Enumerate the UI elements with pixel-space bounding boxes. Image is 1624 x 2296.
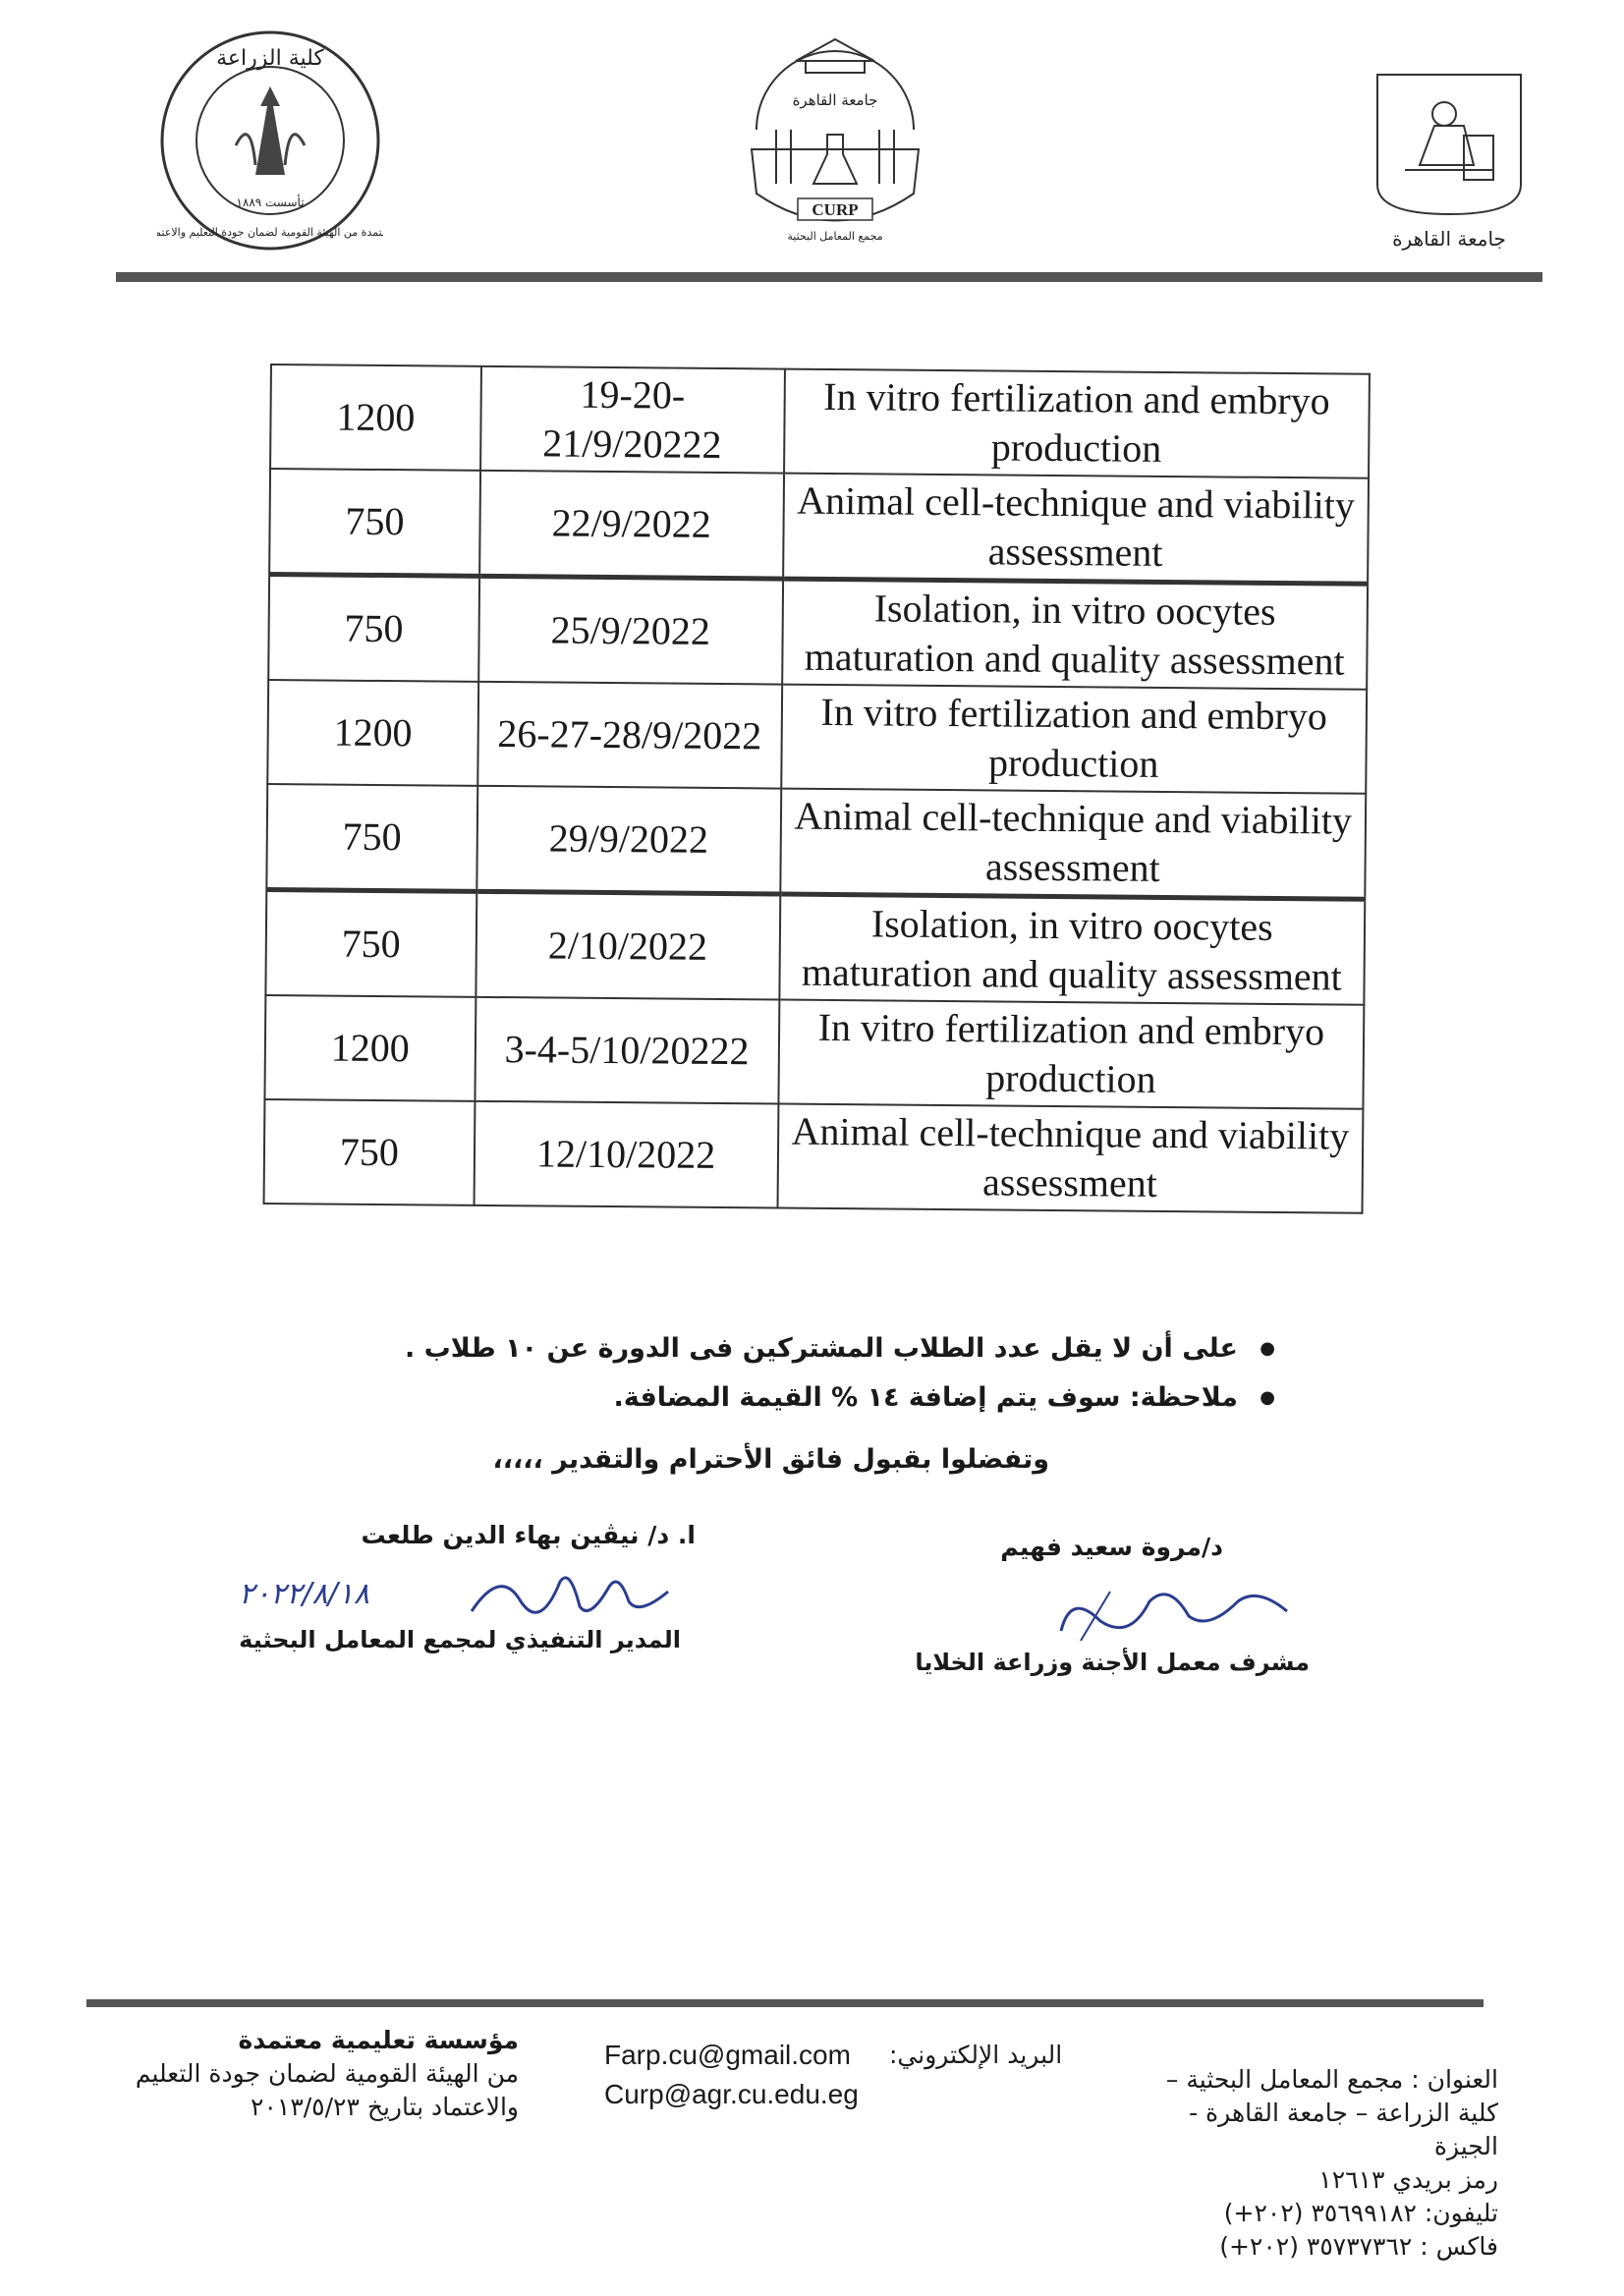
email-address-2: Curp@agr.cu.edu.eg — [604, 2079, 859, 2109]
date-cell: 29/9/2022 — [476, 786, 781, 894]
course-title-cell: Animal cell-technique and viability assessment — [777, 1104, 1363, 1213]
table-row — [264, 995, 1364, 1109]
table-row — [265, 889, 1365, 1004]
right-signature-scribble-icon — [1041, 1572, 1316, 1651]
center-logo-bottom-text: مجمع المعامل البحثية — [787, 230, 883, 243]
fee-cell: 750 — [269, 469, 480, 576]
fee-cell: 750 — [265, 889, 476, 996]
curp-logo — [737, 22, 933, 248]
notes-list — [391, 1324, 1275, 1423]
date-cell: 2/10/2022 — [476, 891, 780, 999]
phone-number: تليفون: ٣٥٦٩٩١٨٢ (٢٠٢+) — [1223, 2199, 1498, 2227]
center-logo-top-text: جامعة القاهرة — [792, 91, 878, 109]
table-row — [269, 469, 1369, 584]
address-line-3: الجيزة — [1433, 2132, 1498, 2160]
right-signatory-name: د/مروة سعيد فهيم — [1000, 1533, 1223, 1561]
closing-salutation: وتفضلوا بقبول فائق الأحترام والتقدير ،،،،، — [492, 1444, 1049, 1475]
course-schedule-table — [263, 364, 1371, 1214]
note-min-students: ● على أن لا يقل عدد الطلاب المشتركين فى الدورة عن ١٠ طلاب . — [391, 1324, 1275, 1373]
date-cell: 26-27-28/9/2022 — [477, 682, 782, 789]
date-cell: 3-4-5/10/20222 — [475, 997, 779, 1104]
course-title-cell: Isolation, in vitro oocytes maturation and quality assessment — [782, 579, 1368, 690]
left-logo-ring-text: معتمدة من الهيئة القومية لضمان جودة التعليم والاعتماد — [157, 226, 383, 239]
email-address-1: Farp.cu@gmail.com — [604, 2040, 851, 2070]
table-row — [266, 784, 1366, 899]
cairo-university-logo — [1366, 67, 1533, 258]
right-logo-text: جامعة القاهرة — [1392, 227, 1506, 251]
date-cell: 12/10/2022 — [474, 1101, 778, 1208]
course-title-cell: Animal cell-technique and viability assessment — [783, 474, 1369, 585]
fax-number: فاكس : ٣٥٧٣٧٣٦٢ (٢٠٢+) — [1219, 2232, 1498, 2261]
table-row — [268, 575, 1368, 690]
header-divider — [116, 272, 1542, 282]
date-cell: 19-20-21/9/20222 — [480, 366, 785, 474]
left-signatory-name: ا. د/ نيڤين بهاء الدين طلعت — [361, 1521, 696, 1549]
left-logo-title: كلية الزراعة — [216, 46, 324, 71]
fee-cell: 750 — [266, 784, 477, 891]
faculty-of-agriculture-logo — [157, 28, 383, 253]
fee-cell: 750 — [268, 575, 479, 682]
postal-code: رمز بريدي ١٢٦١٣ — [1318, 2165, 1498, 2194]
course-title-cell: In vitro fertilization and embryo production — [781, 685, 1367, 794]
fee-cell: 1200 — [270, 364, 481, 471]
course-title-cell: Isolation, in vitro oocytes maturation and quality assessment — [779, 894, 1365, 1005]
course-table-body — [264, 364, 1370, 1213]
address-block — [1125, 2063, 1498, 2264]
accreditation-title: مؤسسة تعليمية معتمدة — [238, 2026, 519, 2054]
cairo-university-shield-icon — [1366, 67, 1533, 258]
accreditation-line-2: والاعتماد بتاريخ ٢٠١٣/٥/٢٣ — [251, 2093, 519, 2121]
address-line-1: العنوان : مجمع المعامل البحثية – — [1165, 2065, 1498, 2094]
address-line-2: كلية الزراعة – جامعة القاهرة - — [1189, 2099, 1498, 2127]
fee-cell: 1200 — [267, 680, 478, 786]
footer-divider — [86, 1999, 1484, 2007]
course-title-cell: Animal cell-technique and viability assessment — [780, 789, 1366, 900]
accreditation-line-1: من الهيئة القومية لضمان جودة التعليم — [135, 2059, 519, 2088]
center-logo-badge: CURP — [812, 200, 859, 219]
date-cell: 22/9/2022 — [479, 471, 784, 579]
note-vat: ● ملاحظة: سوف يتم إضافة ١٤ % القيمة المضافة. — [391, 1373, 1275, 1423]
table-row — [267, 680, 1367, 794]
date-cell: 25/9/2022 — [478, 576, 783, 684]
course-title-cell: In vitro fertilization and embryo production — [784, 369, 1370, 478]
curp-building-icon — [737, 22, 933, 248]
left-signatory-title: المدير التنفيذي لمجمع المعامل البحثية — [239, 1626, 681, 1653]
left-logo-year: تأسست ١٨٨٩ — [236, 196, 305, 209]
accreditation-block — [106, 2024, 519, 2124]
table-row — [264, 1099, 1364, 1213]
right-signatory-title: مشرف معمل الأجنة وزراعة الخلايا — [915, 1649, 1310, 1676]
agriculture-seal-icon — [157, 28, 383, 253]
email-label: البريد الإلكتروني: — [889, 2041, 1063, 2069]
left-signature-scribble-icon — [462, 1562, 678, 1631]
left-signature-date: ٢٠٢٢/٨/١٨ — [239, 1577, 370, 1611]
table-row — [270, 364, 1370, 478]
fee-cell: 750 — [264, 1099, 476, 1205]
course-title-cell: In vitro fertilization and embryo production — [778, 1000, 1364, 1109]
email-block — [604, 2036, 1063, 2114]
fee-cell: 1200 — [264, 995, 476, 1101]
